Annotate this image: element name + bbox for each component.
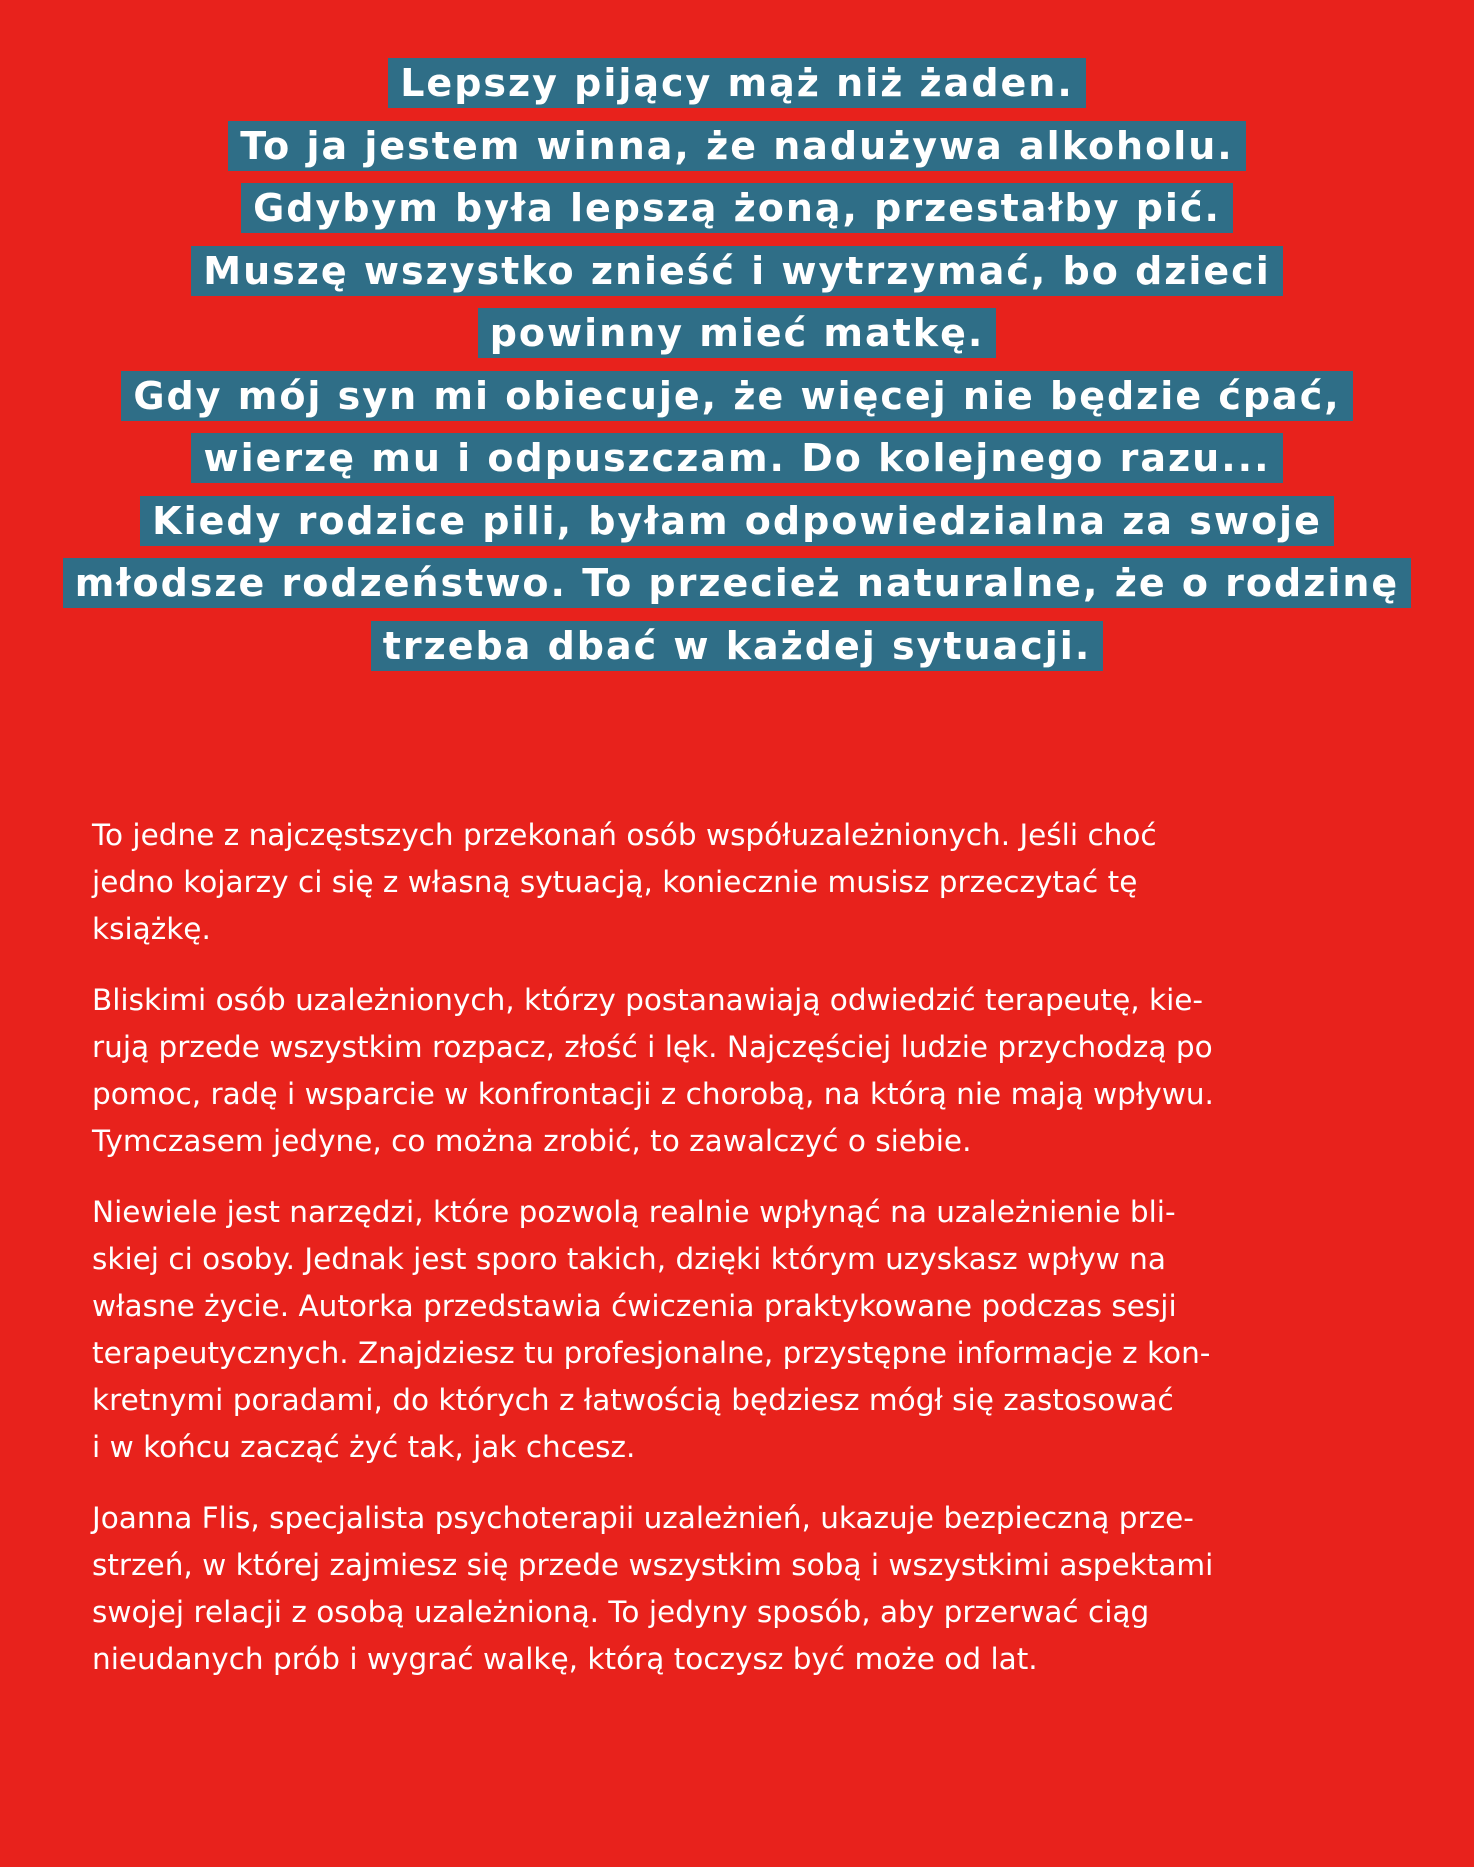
quote-line: Gdybym była lepszą żoną, przestałby pić. xyxy=(241,183,1233,233)
quote-line: trzeba dbać w każdej sytuacji. xyxy=(371,621,1104,671)
blurb-paragraph-intro: To jedne z najczęstszych przekonań osób współuzależnionych. Jeśli choć jedno kojarzy ci się z własną sytuacją, koniecznie musisz przeczytać tę książkę. xyxy=(92,818,1157,946)
quote-block xyxy=(0,58,1474,683)
quote-line: powinny mieć matkę. xyxy=(478,308,997,358)
blurb-paragraph-author: Joanna Flis, specjalista psychoterapii uzależnień, ukazuje bezpieczną prze- strzeń, w której zajmiesz się przede wszystkim sobą i wszystkimi aspektami swojej relacji z osobą uzależnioną. To jedyny sposób, aby przerwać ciąg nieudanych prób i wygrać walkę, którą toczysz być może od lat. xyxy=(92,1501,1214,1676)
quote-line: To ja jestem winna, że nadużywa alkoholu. xyxy=(228,121,1245,171)
quote-line: wierzę mu i odpuszczam. Do kolejnego razu... xyxy=(191,433,1282,483)
quote-line: młodsze rodzeństwo. To przecież naturalne, że o rodzinę xyxy=(63,558,1411,608)
blurb-paragraph-emotions: Bliskimi osób uzależnionych, którzy postanawiają odwiedzić terapeutę, kie- rują przede wszystkim rozpacz, złość i lęk. Najczęściej ludzie przychodzą po pomoc, radę i wsparcie w konfrontacji z chorobą, na którą nie mają wpływu. Tymczasem jedyne, co można zrobić, to zawalczyć o siebie. xyxy=(92,983,1214,1158)
quote-line: Gdy mój syn mi obiecuje, że więcej nie będzie ćpać, xyxy=(121,371,1352,421)
quote-line: Lepszy pijący mąż niż żaden. xyxy=(388,58,1086,108)
blurb-paragraph-tools: Niewiele jest narzędzi, które pozwolą realnie wpłynąć na uzależnienie bli- skiej ci osoby. Jednak jest sporo takich, dzięki którym uzyskasz wpływ na własne życie. Autorka przedstawia ćwiczenia praktykowane podczas sesji terapeutycznych. Znajdziesz tu profesjonalne, przystępne informacje z kon- kretnymi poradami, do których z łatwością będziesz mógł się zastosować i w końcu zacząć żyć tak, jak chcesz. xyxy=(92,1195,1211,1464)
quote-line: Muszę wszystko znieść i wytrzymać, bo dzieci xyxy=(191,246,1282,296)
quote-line: Kiedy rodzice pili, byłam odpowiedzialna za swoje xyxy=(140,496,1334,546)
blurb-text xyxy=(92,812,1410,1707)
